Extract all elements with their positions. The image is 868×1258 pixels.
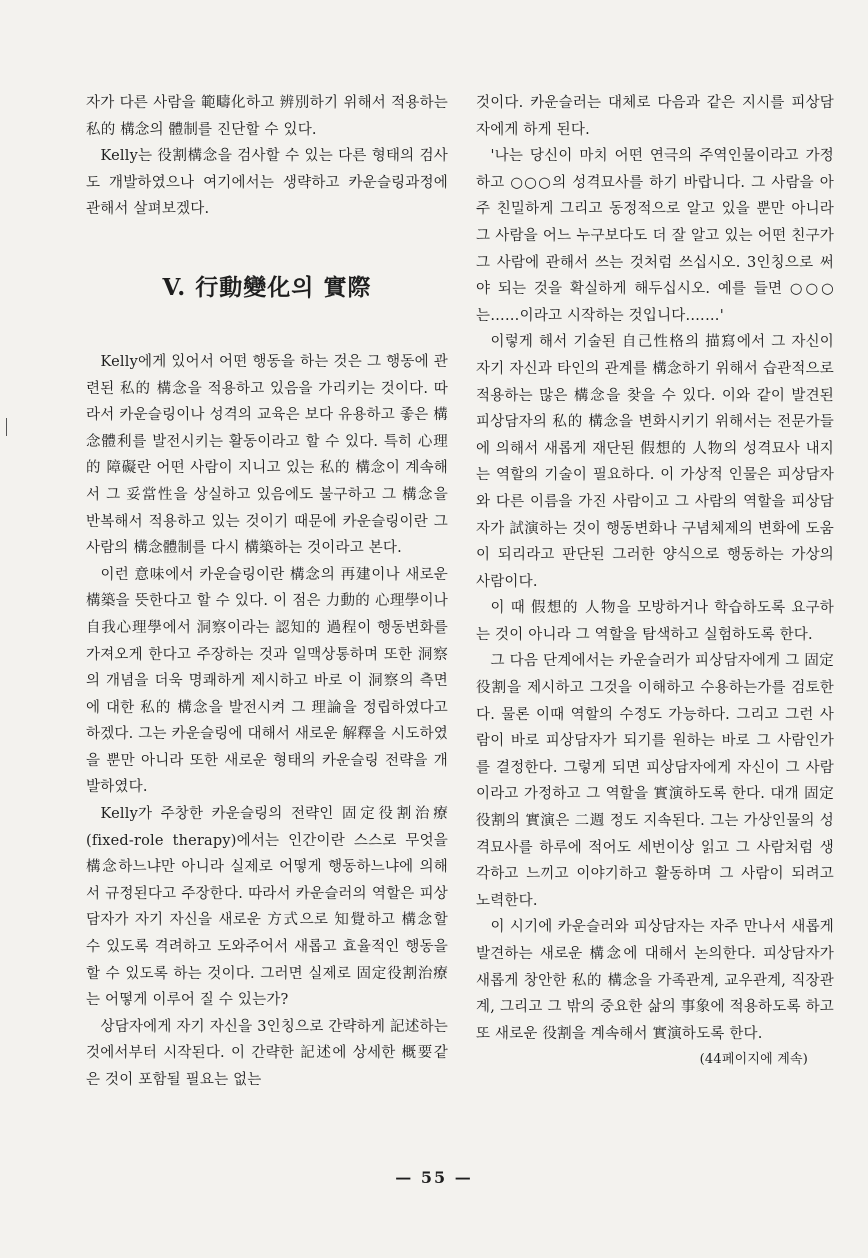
section-heading: V. 行動變化의 實際: [162, 273, 372, 301]
right-paragraph-2-quote: '나는 당신이 마치 어떤 연극의 주역인물이라고 가정하고 ○○○의 성격묘사를 하기 바랍니다. 그 사람을 아주 친밀하게 그리고 동정적으로 알고 있을 뿐만 아니라 그 사람을 어느 누구보다도 더 잘 알고 있는 어떤 친구가 그 사람에 관해서 쓰는 것처럼 쓰십시오. 3인칭으로 써야 되는 것을 확실하게 해두십시오. 예를 들면 ○○○는……이라고 시작하는 것입니다.……': [476, 148, 834, 324]
margin-mark: [6, 418, 7, 436]
left-paragraph-5: Kelly가 주창한 카운슬링의 전략인 固定役割治療(fixed-role therapy)에서는 인간이란 스스로 무엇을 構念하느냐만 아니라 실제로 어떻게 행동하느냐에 의해서 규정된다고 주장한다. 따라서 카운슬러의 역할은 피상담자가 자기 자신을 새로운 方式으로 知覺하고 構念할 수 있도록 격려하고 도와주어서 새롭고 효율적인 행동을 할 수 있도록 하는 것이다. 그러면 실제로 固定役割治療는 어떻게 이루어 질 수 있는가?: [86, 806, 448, 1009]
page-number: — 55 —: [395, 1168, 473, 1187]
right-paragraph-6: 이 시기에 카운슬러와 피상담자는 자주 만나서 새롭게 발견하는 새로운 構念에 대해서 논의한다. 피상담자가 새롭게 창안한 私的 構念을 가족관계, 교우관계, 직장관계, 그리고 그 밖의 중요한 삶의 事象에 적용하도록 하고 또 새로운 役割을 계속해서 實演하도록 한다.: [476, 919, 834, 1042]
left-paragraph-2: Kelly는 役割構念을 검사할 수 있는 다른 형태의 검사도 개발하였으나 여기에서는 생략하고 카운슬링과정에 관해서 살펴보겠다.: [86, 148, 448, 218]
right-paragraph-1: 것이다. 카운슬러는 대체로 다음과 같은 지시를 피상담자에게 하게 된다.: [476, 95, 834, 138]
continued-note: (44페이지에 계속): [699, 1052, 808, 1068]
left-paragraph-3: Kelly에게 있어서 어떤 행동을 하는 것은 그 행동에 관련된 私的 構念을 적용하고 있음을 가리키는 것이다. 따라서 카운슬링이나 성격의 교육은 보다 유용하고 좋은 構念體利를 발전시키는 활동이라고 할 수 있다. 특히 心理的 障礙란 어떤 사람이 지니고 있는 私的 構念이 계속해서 그 妥當性을 상실하고 있음에도 불구하고 그 構念을 반복해서 적용하고 있는 것이기 때문에 카운슬링이란 그 사람의 構念體制를 다시 構築하는 것이라고 본다.: [86, 353, 448, 557]
left-column: [86, 90, 448, 1094]
right-paragraph-4: 이 때 假想的 人物을 모방하거나 학습하도록 요구하는 것이 아니라 그 역할을 탐색하고 실험하도록 한다.: [476, 600, 834, 643]
right-column: [476, 90, 834, 1074]
right-paragraph-5: 그 다음 단계에서는 카운슬러가 피상담자에게 그 固定役割을 제시하고 그것을 이해하고 수용하는가를 검토한다. 물론 이때 역할의 수정도 가능하다. 그리고 그런 사람이 바로 피상담자가 되기를 원하는 바로 그 사람인가를 결정한다. 그렇게 되면 피상담자에게 자신이 그 사람이라고 가정하고 그 역할을 實演하도록 한다. 대개 固定役割의 實演은 二週 정도 지속된다. 그는 가상인물의 성격묘사를 하루에 적어도 세번이상 읽고 그 사람처럼 생각하고 느끼고 이야기하고 활동하며 그 사람이 되려고 노력한다.: [476, 653, 834, 909]
left-paragraph-4: 이런 意味에서 카운슬링이란 構念의 再建이나 새로운 構築을 뜻한다고 할 수 있다. 이 점은 力動的 心理學이나 自我心理學에서 洞察이라는 認知的 過程이 행동변화를 가져오게 한다고 주장하는 것과 일맥상통하며 또한 洞察의 개념을 더욱 명쾌하게 제시하고 바로 이 洞察의 측면에 대한 私的 構念을 발전시켜 그 理論을 정립하였다고 하겠다. 그는 카운슬링에 대해서 새로운 解釋을 시도하였을 뿐만 아니라 또한 새로운 형태의 카운슬링 전략을 개발하였다.: [86, 566, 448, 796]
left-paragraph-6: 상담자에게 자기 자신을 3인칭으로 간략하게 記述하는 것에서부터 시작된다. 이 간략한 記述에 상세한 概要같은 것이 포함될 필요는 없는: [86, 1018, 448, 1088]
left-paragraph-1: 자가 다른 사람을 範疇化하고 辨別하기 위해서 적용하는 私的 構念의 體制를 진단할 수 있다.: [86, 95, 448, 138]
right-paragraph-3: 이렇게 해서 기술된 自己性格의 描寫에서 그 자신이 자기 자신과 타인의 관계를 構念하기 위해서 습관적으로 적용하는 많은 構念을 찾을 수 있다. 이와 같이 발견된 피상담자의 私的 構念을 변화시키기 위해서는 전문가들에 의해서 새롭게 재단된 假想的 人物의 성격묘사 내지는 역할의 기술이 필요하다. 이 가상적 인물은 피상담자와 다른 이름을 가진 사람이고 그 사람의 역할을 피상담자가 試演하는 것이 행동변화나 구념체제의 변화에 도움이 되리라고 판단된 그러한 양식으로 행동하는 가상의 사람이다.: [476, 334, 834, 590]
